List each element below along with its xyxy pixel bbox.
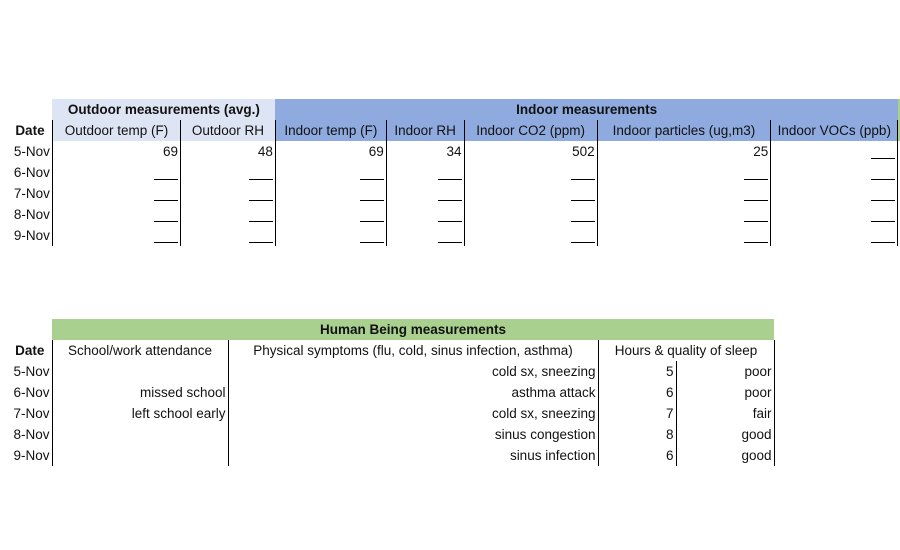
blank-entry-line	[871, 229, 895, 243]
blank-entry-line	[871, 145, 895, 159]
group-header-row	[8, 319, 774, 340]
blank-entry-line	[871, 166, 895, 180]
sleep-hours-cell[interactable]: 8	[598, 424, 676, 445]
blank-entry-line	[744, 187, 768, 201]
blank-entry-line	[154, 208, 178, 222]
blank-entry-line	[249, 187, 273, 201]
table-cell[interactable]	[597, 204, 771, 225]
table-cell[interactable]	[597, 162, 771, 183]
table-cell[interactable]	[52, 225, 180, 246]
table-cell[interactable]	[181, 162, 276, 183]
sleep-quality-cell[interactable]: poor	[676, 361, 774, 382]
symptoms-cell[interactable]: cold sx, sneezing	[228, 403, 598, 424]
sleep-quality-cell[interactable]: good	[676, 445, 774, 466]
table-cell[interactable]	[771, 225, 898, 246]
blank-entry-line	[360, 187, 384, 201]
sleep-hours-cell[interactable]: 6	[598, 382, 676, 403]
table-row	[8, 445, 774, 466]
human-measurements-table	[8, 319, 775, 466]
blank-entry-line	[744, 229, 768, 243]
table-cell[interactable]	[275, 162, 386, 183]
blank-entry-line	[571, 208, 595, 222]
row-date: 7-Nov	[13, 186, 50, 201]
table-cell[interactable]	[181, 225, 276, 246]
sleep-hours-cell[interactable]: 7	[598, 403, 676, 424]
col-header-outdoor-rh: Outdoor RH	[181, 120, 276, 141]
row-date: 6-Nov	[13, 165, 50, 180]
table-cell[interactable]	[52, 183, 180, 204]
blank-entry-line	[154, 166, 178, 180]
blank-entry-line	[154, 187, 178, 201]
blank-entry-line	[438, 166, 462, 180]
col-header-indoor-temp: Indoor temp (F)	[275, 120, 386, 141]
column-header-row	[8, 340, 774, 361]
table-cell[interactable]	[771, 162, 898, 183]
row-date: 7-Nov	[13, 406, 50, 421]
table-cell[interactable]	[386, 225, 464, 246]
table-cell[interactable]	[52, 204, 180, 225]
table-row	[8, 382, 774, 403]
attendance-cell[interactable]	[52, 424, 228, 445]
human-group-header: Human Being measurements	[52, 319, 774, 340]
row-date: 9-Nov	[13, 448, 50, 463]
table-row	[8, 204, 900, 225]
blank-entry-line	[438, 208, 462, 222]
table-row	[8, 424, 774, 445]
table-row	[8, 141, 900, 162]
col-header-symptoms: Physical symptoms (flu, cold, sinus infection, asthma)	[228, 340, 598, 361]
row-date: 6-Nov	[13, 385, 50, 400]
table-cell[interactable]	[275, 183, 386, 204]
blank-entry-line	[249, 166, 273, 180]
symptoms-cell[interactable]: sinus congestion	[228, 424, 598, 445]
sleep-quality-cell[interactable]: poor	[676, 382, 774, 403]
symptoms-cell[interactable]: sinus infection	[228, 445, 598, 466]
attendance-cell[interactable]: left school early	[52, 403, 228, 424]
blank-entry-line	[571, 166, 595, 180]
col-header-indoor-rh: Indoor RH	[386, 120, 464, 141]
table-cell[interactable]	[386, 204, 464, 225]
group-header-row	[8, 99, 900, 120]
blank-entry-line	[249, 229, 273, 243]
table-cell[interactable]	[275, 225, 386, 246]
row-date: 5-Nov	[13, 364, 50, 379]
attendance-cell[interactable]	[52, 445, 228, 466]
table-cell[interactable]	[386, 183, 464, 204]
blank-entry-line	[571, 187, 595, 201]
table-cell[interactable]	[181, 183, 276, 204]
table-cell[interactable]	[275, 204, 386, 225]
table-cell[interactable]	[464, 183, 597, 204]
blank-entry-line	[249, 208, 273, 222]
blank-entry-line	[154, 229, 178, 243]
table-row	[8, 361, 774, 382]
table-row	[8, 225, 900, 246]
table-row	[8, 162, 900, 183]
blank-entry-line	[360, 166, 384, 180]
table-cell[interactable]	[52, 162, 180, 183]
blank-entry-line	[571, 229, 595, 243]
blank-entry-line	[360, 229, 384, 243]
table-cell[interactable]	[771, 183, 898, 204]
sleep-quality-cell[interactable]: fair	[676, 403, 774, 424]
table-cell[interactable]	[386, 162, 464, 183]
table-cell[interactable]: 34	[386, 141, 464, 162]
blank-entry-line	[438, 187, 462, 201]
table-cell[interactable]: 502	[464, 141, 597, 162]
table-cell[interactable]	[597, 225, 771, 246]
blank-entry-line	[438, 229, 462, 243]
col-header-indoor-vocs: Indoor VOCs (ppb)	[771, 120, 898, 141]
col-header-sleep: Hours & quality of sleep	[598, 340, 774, 361]
row-date: 9-Nov	[13, 228, 50, 243]
row-date: 5-Nov	[13, 144, 50, 159]
table-cell[interactable]	[771, 204, 898, 225]
blank-entry-line	[871, 208, 895, 222]
col-header-outdoor-temp: Outdoor temp (F)	[52, 120, 180, 141]
date-header: Date	[15, 343, 45, 358]
blank-entry-line	[744, 208, 768, 222]
blank-entry-line	[871, 187, 895, 201]
col-header-indoor-particles: Indoor particles (ug,m3)	[597, 120, 771, 141]
table-cell[interactable]: 48	[181, 141, 276, 162]
row-date: 8-Nov	[13, 427, 50, 442]
attendance-cell[interactable]: missed school	[52, 382, 228, 403]
table-cell[interactable]	[464, 225, 597, 246]
environment-measurements-table	[8, 99, 900, 246]
symptoms-cell[interactable]: asthma attack	[228, 382, 598, 403]
sleep-hours-cell[interactable]: 6	[598, 445, 676, 466]
table-cell[interactable]: 25	[597, 141, 771, 162]
date-header: Date	[15, 123, 45, 138]
table-cell[interactable]	[771, 141, 898, 162]
sleep-quality-cell[interactable]: good	[676, 424, 774, 445]
table-cell[interactable]: 69	[275, 141, 386, 162]
symptoms-cell[interactable]: cold sx, sneezing	[228, 361, 598, 382]
table-row	[8, 183, 900, 204]
table-cell[interactable]	[597, 183, 771, 204]
col-header-attendance: School/work attendance	[52, 340, 228, 361]
blank-entry-line	[744, 166, 768, 180]
table-cell[interactable]	[464, 162, 597, 183]
table-cell[interactable]: 69	[52, 141, 180, 162]
table-cell[interactable]	[181, 204, 276, 225]
outdoor-group-header: Outdoor measurements (avg.)	[52, 99, 275, 120]
table-row	[8, 403, 774, 424]
attendance-cell[interactable]	[52, 361, 228, 382]
indoor-group-header: Indoor measurements	[275, 99, 898, 120]
row-date: 8-Nov	[13, 207, 50, 222]
table-cell[interactable]	[464, 204, 597, 225]
sleep-hours-cell[interactable]: 5	[598, 361, 676, 382]
blank-entry-line	[360, 208, 384, 222]
col-header-indoor-co2: Indoor CO2 (ppm)	[464, 120, 597, 141]
column-header-row	[8, 120, 900, 141]
